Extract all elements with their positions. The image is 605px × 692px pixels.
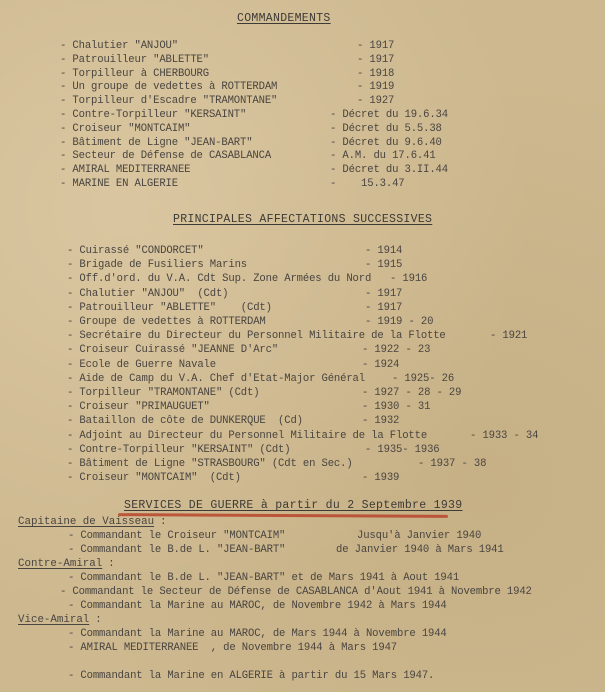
service-entry: - Commandant le B.de L. "JEAN-BART" et de Mars 1941 à Aout 1941 [68, 572, 460, 584]
commandement-label: - Torpilleur d'Escadre "TRAMONTANE" [60, 95, 278, 108]
commandement-date: - 1919 [357, 81, 395, 94]
commandement-date: - Décret du 3.II.44 [330, 164, 448, 177]
services-heading: SERVICES DE GUERRE à partir du 2 Septembre 1939 [124, 499, 463, 512]
affectation-label: - Croiseur Cuirassé "JEANNE D'Arc" [67, 344, 279, 357]
affectation-label: - Croiseur "PRIMAUGUET" [67, 401, 210, 414]
commandement-label: - Contre-Torpilleur "KERSAINT" [60, 109, 247, 121]
service-entry-date: Jusqu'à Janvier 1940 [357, 530, 482, 542]
affectation-date: - 1921 [490, 330, 528, 343]
commandement-label: - Croiseur "MONTCAIM" [60, 122, 191, 135]
service-entry: - Commandant le Secteur de Défense de CASABLANCA d'Aout 1941 à Novembre 1942 [60, 586, 532, 598]
affectation-label: - Croiseur "MONTCAIM" (Cdt) [67, 472, 241, 485]
affectation-date: - 1925- 26 [392, 372, 455, 385]
affectation-label: - Cuirassé "CONDORCET" [67, 245, 204, 257]
rank-colon: : [95, 614, 102, 626]
affectation-date: - 1915 [365, 259, 403, 272]
affectation-date: - 1914 [365, 245, 403, 257]
affectation-label: - Torpilleur "TRAMONTANE" (Cdt) [67, 387, 260, 399]
affectation-label: - Chalutier "ANJOU" (Cdt) [67, 287, 229, 300]
affectation-date: - 1917 [365, 287, 403, 300]
affectation-date: - 1937 - 38 [418, 458, 487, 470]
rank-colon: : [108, 558, 115, 570]
affectation-date: - 1935- 1936 [365, 443, 440, 456]
service-entry-date: de Janvier 1940 à Mars 1941 [336, 544, 504, 556]
commandement-date: - 1917 [357, 40, 395, 52]
commandement-date: - 1917 [357, 53, 395, 66]
affectation-label: - Bâtiment de Ligne "STRASBOURG" (Cdt en Sec.) [67, 458, 353, 470]
commandements-heading: COMMANDEMENTS [237, 12, 331, 25]
affectation-date: - 1932 [362, 415, 400, 428]
affectation-label: - Off.d'ord. du V.A. Cdt Sup. Zone Armées du Nord [67, 273, 372, 286]
commandement-label: - Un groupe de vedettes à ROTTERDAM [60, 81, 278, 94]
affectation-label: - Secrétaire du Directeur du Personnel Militaire de la Flotte [67, 330, 446, 343]
commandement-label: - Torpilleur à CHERBOURG [60, 67, 209, 80]
affectation-label: - Patrouilleur "ABLETTE" (Cdt) [67, 301, 272, 314]
commandement-date: - 1927 [357, 95, 395, 108]
commandement-date: - Décret du 5.5.38 [330, 122, 442, 135]
affectation-date: - 1924 [362, 358, 400, 371]
affectation-label: - Ecole de Guerre Navale [67, 358, 216, 371]
affectation-label: - Groupe de vedettes à ROTTERDAM [67, 316, 266, 328]
affectation-date: - 1917 [365, 301, 403, 314]
commandement-date: - A.M. du 17.6.41 [330, 150, 436, 163]
commandement-date: - 15.3.47 [330, 178, 405, 190]
commandement-label: - Bâtiment de Ligne "JEAN-BART" [60, 136, 253, 149]
commandement-label: - Chalutier "ANJOU" [60, 40, 178, 52]
service-entry-label: - Commandant le B.de L. "JEAN-BART" [68, 544, 286, 556]
affectation-label: - Contre-Torpilleur "KERSAINT" (Cdt) [67, 443, 291, 456]
affectation-date: - 1919 - 20 [365, 316, 434, 328]
service-entry: - AMIRAL MEDITERRANEE , de Novembre 1944 à Mars 1947 [68, 642, 397, 654]
rank-colon: : [160, 516, 167, 528]
affectation-date: - 1939 [362, 472, 400, 485]
rank-title: Vice-Amiral [18, 614, 90, 626]
affectation-label: - Aide de Camp du V.A. Chef d'Etat-Major Général [67, 372, 365, 385]
affectation-label: - Brigade de Fusiliers Marins [67, 259, 248, 272]
commandement-date: - Décret du 19.6.34 [330, 109, 448, 121]
commandement-date: - 1918 [357, 67, 395, 80]
rank-title: Contre-Amiral [18, 558, 103, 570]
affectation-date: - 1922 - 23 [362, 344, 431, 357]
affectation-date: - 1930 - 31 [362, 401, 431, 414]
commandement-label: - MARINE EN ALGERIE [60, 178, 178, 190]
commandement-date: - Décret du 9.6.40 [330, 136, 442, 149]
affectations-heading: PRINCIPALES AFFECTATIONS SUCCESSIVES [173, 213, 433, 226]
rank-title: Capitaine de Vaisseau [18, 516, 155, 528]
service-entry: - Commandant la Marine en ALGERIE à partir du 15 Mars 1947. [68, 670, 435, 682]
red-underline [118, 513, 448, 518]
affectation-date: - 1933 - 34 [470, 429, 539, 442]
affectation-date: - 1916 [390, 273, 428, 286]
commandement-label: - Patrouilleur "ABLETTE" [60, 53, 209, 66]
affectation-label: - Adjoint au Directeur du Personnel Militaire de la Flotte [67, 429, 428, 442]
service-entry-label: - Commandant le Croiseur "MONTCAIM" [68, 530, 286, 542]
commandement-label: - Secteur de Défense de CASABLANCA [60, 150, 272, 163]
commandement-label: - AMIRAL MEDITERRANEE [60, 164, 191, 177]
service-entry: - Commandant la Marine au MAROC, de Mars 1944 à Novembre 1944 [68, 628, 447, 640]
affectation-label: - Bataillon de côte de DUNKERQUE (Cd) [67, 415, 303, 428]
service-entry: - Commandant la Marine au MAROC, de Novembre 1942 à Mars 1944 [68, 600, 447, 612]
affectation-date: - 1927 - 28 - 29 [362, 387, 462, 399]
